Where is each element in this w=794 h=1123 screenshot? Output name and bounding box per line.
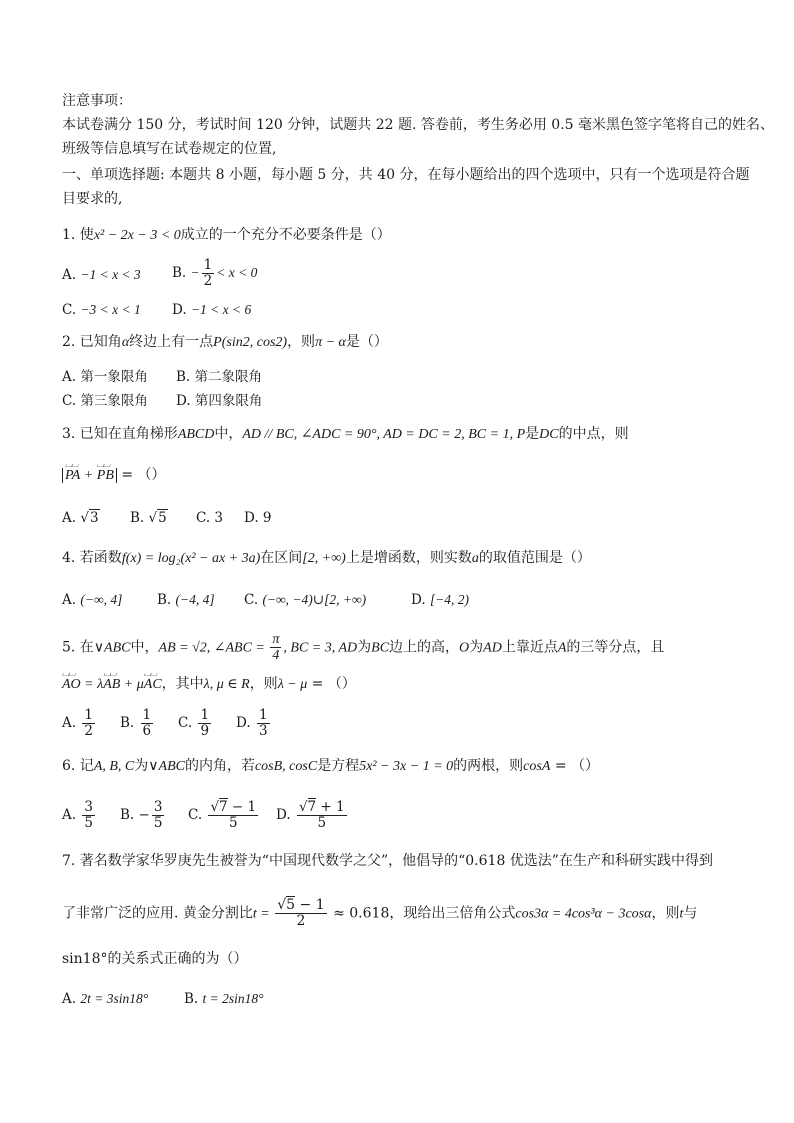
q6-option-c: C. $\frac{√7 - 1}{5}$ [188,799,257,831]
q7-golden-ratio-fraction: $\frac{√5 - 1}{2}$ [277,897,325,929]
q4-option-d: D. [−4, 2) [411,592,470,608]
q2-point: P(sin2, cos2) [213,335,288,350]
q5-angle-fraction: $\frac{\pi}{4}$ [272,632,280,663]
q6-equation: 5x² − 3x − 1 = 0 [359,759,454,774]
q5-option-b: B. $\frac{1}{6}$ [120,707,152,739]
q7-option-b: B. t = 2sin18° [184,991,264,1007]
q5-option-c: C. $\frac{1}{9}$ [178,707,210,739]
q2-option-c: C. 第三象限角 [62,393,148,409]
q6-option-d: D. $\frac{√7 + 1}{5}$ [276,799,345,831]
question-7-line-1: 7. 著名数学家华罗庚先生被誉为“中国现代数学之父”，他倡导的“0.618 优选法”在生产和科研实践中得到 [62,853,713,869]
q5-option-d: D. $\frac{1}{3}$ [236,707,268,739]
q7-triple-angle-formula: cos3α = 4cos³α − 3cosα [515,906,652,922]
question-7-line-3: sin18°的关系式正确的为（） [62,951,248,967]
question-4-stem: 4. 若函数f(x) = log₂(x² − ax + 3a)在区间[2, +∞)上是增函数，则实数a的取值范围是（） [62,550,591,566]
q3-option-b: B. √5 [130,510,167,526]
q2-option-d: D. 第四象限角 [176,393,263,409]
section-heading-line-2: 目要求的, [62,191,123,207]
question-5-vector-line: ⌴⌴ AO = λ⌴⌴ AB + μ⌴⌴ AC，其中λ, μ ∈ R，则λ − μ = （） [62,675,356,694]
q3-option-a: A. √3 [62,510,99,526]
question-7-line-2: 了非常广泛的应用. 黄金分割比t = $\frac{√5 - 1}{2}$ ≈ 0.618，现给出三倍角公式cos3α = 4cos³α − 3cosα，则t与 [62,897,698,929]
q7-option-a: A. 2t = 3sin18° [62,991,149,1007]
q3-option-c: C. 3 [196,510,224,526]
question-5-stem: 5. 在∨ABC中，AB = √2, ∠ABC = $\frac{\pi}{4}$ , BC = 3, AD为BC边上的高，O为AD上靠近点A的三等分点，且 [62,632,665,663]
question-3-stem: 3. 已知在直角梯形ABCD中，AD // BC, ∠ADC = 90°, AD = DC = 2, BC = 1, P是DC的中点，则 [62,426,629,442]
q6-option-a: A. $\frac{3}{5}$ [62,799,93,831]
q1-inequality: x² − 2x − 3 < 0 [93,228,181,243]
question-2-stem: 2. 已知角α终边上有一点P(sin2, cos2)，则π − α是（） [62,334,388,350]
q1-b-fraction: $\frac{1}{2}$ [203,257,213,289]
q1-option-d: D. −1 < x < 6 [172,302,252,318]
notice-line-1: 本试卷满分 150 分，考试时间 120 分钟，试题共 22 题. 答卷前，考生务必用 0.5 毫米黑色签字笔将自己的姓名、 [62,117,775,133]
q5-option-a: A. $\frac{1}{2}$ [62,707,93,739]
q3-option-d: D. 9 [244,510,272,526]
q1-option-b: B. − $\frac{1}{2}$ < x < 0 [172,257,258,289]
question-6-stem: 6. 记A, B, C为∨ABC的内角，若cosB, cosC是方程5x² − 3x − 1 = 0的两根，则cosA = （） [62,758,600,774]
q3-vector-sum-magnitude: ⌴⌴ PA + ⌴⌴ PB [62,468,117,483]
q2-option-b: B. 第二象限角 [176,369,263,385]
q4-option-b: B. (−4, 4] [157,592,215,608]
q1-option-c: C. −3 < x < 1 [62,302,141,318]
notice-line-2: 班级等信息填写在试卷规定的位置, [62,141,277,157]
notice-title: 注意事项： [62,93,132,109]
q4-function: f(x) = log₂(x² − ax + 3a) [121,551,261,566]
section-heading-line-1: 一、单项选择题: 本题共 8 小题，每小题 5 分，共 40 分，在每小题给出的四个选项中，只有一个选项是符合题 [62,167,750,183]
question-1-stem: 1. 使x² − 2x − 3 < 0成立的一个充分不必要条件是（） [62,227,391,243]
q6-option-b: B. − $\frac{3}{5}$ [120,799,163,831]
question-3-expression: ⌴⌴ PA + ⌴⌴ PB = （） [62,466,166,485]
q1-option-a: A. −1 < x < 3 [62,267,141,283]
q2-option-a: A. 第一象限角 [62,369,148,385]
q3-conditions: AD // BC, ∠ADC = 90°, AD = DC = 2, BC = 1, P [242,427,526,442]
q4-option-a: A. (−∞, 4] [62,592,123,608]
q4-option-c: C. (−∞, −4)∪[2, +∞) [244,592,367,608]
